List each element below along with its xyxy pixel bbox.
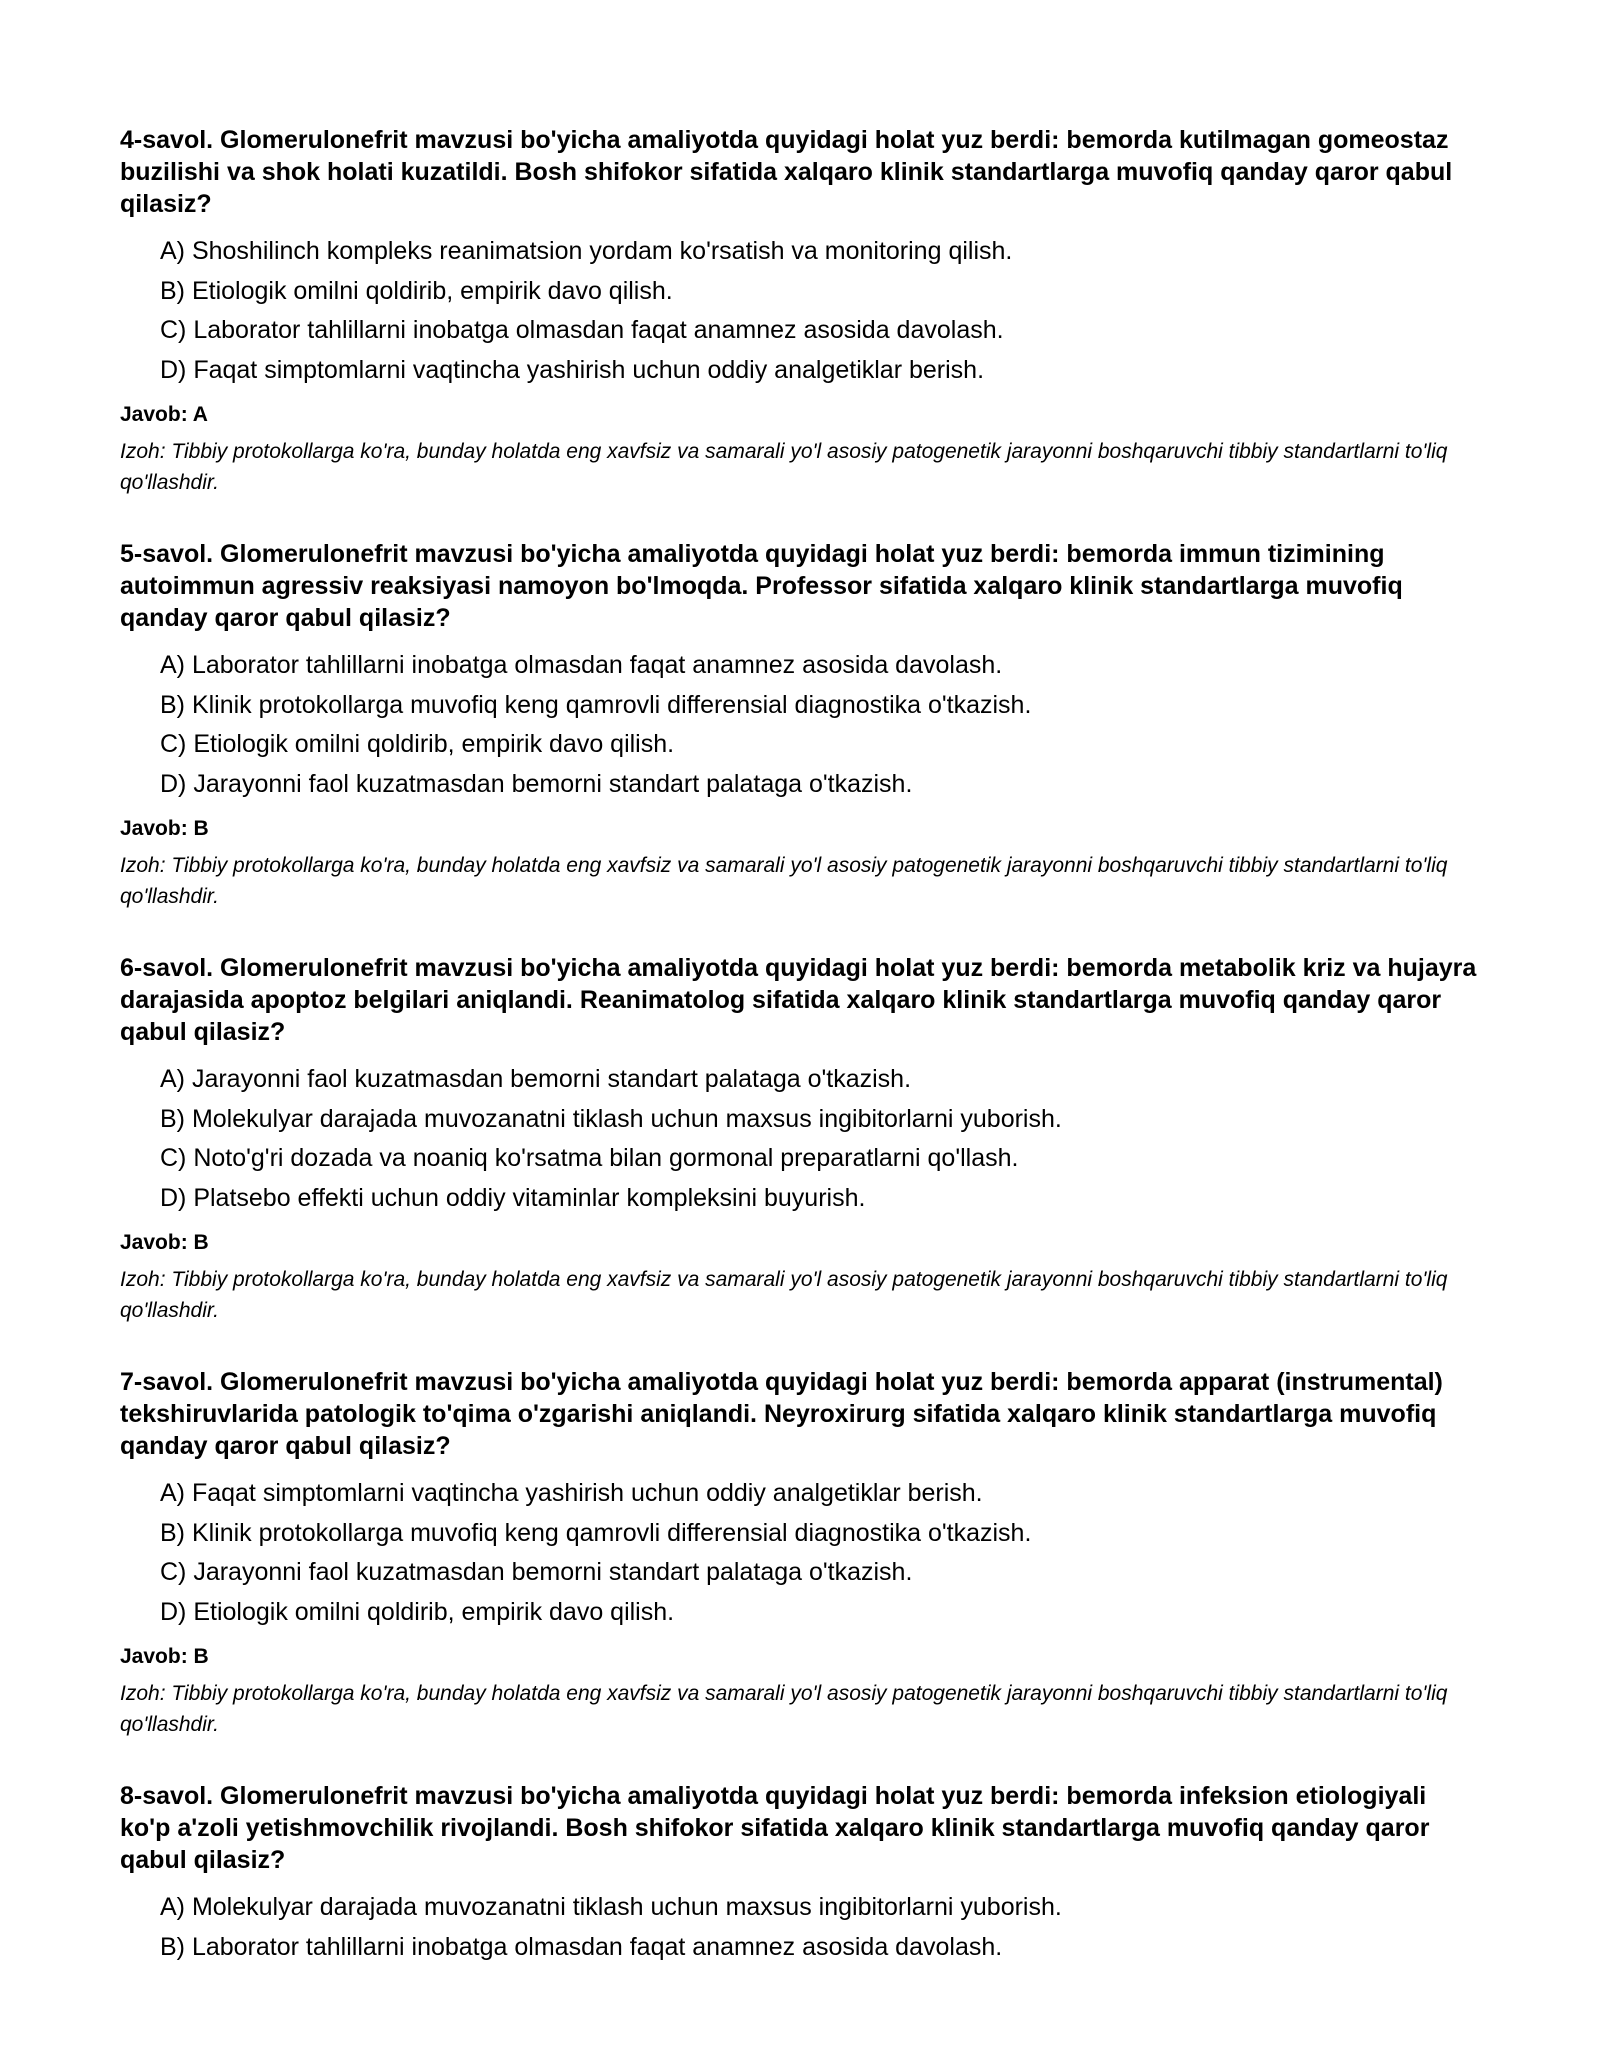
answer: Javob: A (120, 403, 208, 426)
question-4 (120, 124, 1480, 498)
explanation: Izoh: Tibbiy protokollarga ko'ra, bunday holatda eng xavfsiz va samarali yo'l asosiy patogenetik jarayonni boshqaruvchi tibbiy standartlarni to'liq qo'llashdir. (120, 1268, 1448, 1322)
options-list (120, 1060, 1480, 1218)
question-title: 4-savol. Glomerulonefrit mavzusi bo'yicha amaliyotda quyidagi holat yuz berdi: bemorda kutilmagan gomeostaz buzilishi va shok holati kuzatildi. Bosh shifokor sifatida xalqaro klinik standartlarga muvofiq qanday qaror qabul qilasiz? (120, 126, 1453, 218)
option-d: D) Jarayonni faol kuzatmasdan bemorni standart palataga o'tkazish. (160, 769, 913, 798)
document-page (120, 124, 1480, 2007)
option-d: D) Platsebo effekti uchun oddiy vitaminlar kompleksini buyurish. (160, 1183, 866, 1212)
option-c: C) Laborator tahlillarni inobatga olmasdan faqat anamnez asosida davolash. (160, 316, 1004, 344)
option-b: B) Etiologik omilni qoldirib, empirik davo qilish. (160, 276, 673, 305)
explanation: Izoh: Tibbiy protokollarga ko'ra, bunday holatda eng xavfsiz va samarali yo'l asosiy patogenetik jarayonni boshqaruvchi tibbiy standartlarni to'liq qo'llashdir. (120, 854, 1448, 908)
option-d: D) Etiologik omilni qoldirib, empirik davo qilish. (160, 1597, 675, 1626)
question-8 (120, 1780, 1480, 1967)
option-b: B) Klinik protokollarga muvofiq keng qamrovli differensial diagnostika o'tkazish. (160, 1518, 1032, 1547)
question-title: 5-savol. Glomerulonefrit mavzusi bo'yicha amaliyotda quyidagi holat yuz berdi: bemorda immun tizimining autoimmun agressiv reaksiyasi namoyon bo'lmoqda. Professor sifatida xalqaro klinik standartlarga muvofiq qanday qaror qabul qilasiz? (120, 540, 1403, 632)
options-list (120, 232, 1480, 390)
options-list (120, 1474, 1480, 1632)
answer: Javob: B (120, 817, 209, 840)
question-title: 8-savol. Glomerulonefrit mavzusi bo'yicha amaliyotda quyidagi holat yuz berdi: bemorda infeksion etiologiyali ko'p a'zoli yetishmovchilik rivojlandi. Bosh shifokor sifatida xalqaro klinik standartlarga muvofiq qanday qaror qabul qilasiz? (120, 1782, 1430, 1874)
option-a: A) Jarayonni faol kuzatmasdan bemorni standart palataga o'tkazish. (160, 1065, 912, 1093)
option-b: B) Klinik protokollarga muvofiq keng qamrovli differensial diagnostika o'tkazish. (160, 690, 1032, 719)
option-a: A) Molekulyar darajada muvozanatni tiklash uchun maxsus ingibitorlarni yuborish. (160, 1893, 1062, 1921)
options-list (120, 1888, 1480, 1967)
option-b: B) Laborator tahlillarni inobatga olmasdan faqat anamnez asosida davolash. (160, 1932, 1003, 1961)
question-6 (120, 952, 1480, 1326)
answer: Javob: B (120, 1231, 209, 1254)
options-list (120, 646, 1480, 804)
question-7 (120, 1366, 1480, 1740)
question-5 (120, 538, 1480, 912)
option-a: A) Shoshilinch kompleks reanimatsion yordam ko'rsatish va monitoring qilish. (160, 237, 1013, 265)
option-d: D) Faqat simptomlarni vaqtincha yashirish uchun oddiy analgetiklar berish. (160, 355, 985, 384)
option-a: A) Laborator tahlillarni inobatga olmasdan faqat anamnez asosida davolash. (160, 651, 1003, 679)
option-c: C) Etiologik omilni qoldirib, empirik davo qilish. (160, 730, 675, 758)
explanation: Izoh: Tibbiy protokollarga ko'ra, bunday holatda eng xavfsiz va samarali yo'l asosiy patogenetik jarayonni boshqaruvchi tibbiy standartlarni to'liq qo'llashdir. (120, 1682, 1448, 1736)
question-title: 7-savol. Glomerulonefrit mavzusi bo'yicha amaliyotda quyidagi holat yuz berdi: bemorda apparat (instrumental) tekshiruvlarida patologik to'qima o'zgarishi aniqlandi. Neyroxirurg sifatida xalqaro klinik standartlarga muvofiq qanday qaror qabul qilasiz? (120, 1368, 1443, 1460)
answer: Javob: B (120, 1645, 209, 1668)
option-a: A) Faqat simptomlarni vaqtincha yashirish uchun oddiy analgetiklar berish. (160, 1479, 983, 1507)
option-c: C) Noto'g'ri dozada va noaniq ko'rsatma bilan gormonal preparatlarni qo'llash. (160, 1144, 1019, 1172)
question-title: 6-savol. Glomerulonefrit mavzusi bo'yicha amaliyotda quyidagi holat yuz berdi: bemorda metabolik kriz va hujayra darajasida apoptoz belgilari aniqlandi. Reanimatolog sifatida xalqaro klinik standartlarga muvofiq qanday qaror qabul qilasiz? (120, 954, 1477, 1046)
explanation: Izoh: Tibbiy protokollarga ko'ra, bunday holatda eng xavfsiz va samarali yo'l asosiy patogenetik jarayonni boshqaruvchi tibbiy standartlarni to'liq qo'llashdir. (120, 440, 1448, 494)
option-c: C) Jarayonni faol kuzatmasdan bemorni standart palataga o'tkazish. (160, 1558, 913, 1586)
option-b: B) Molekulyar darajada muvozanatni tiklash uchun maxsus ingibitorlarni yuborish. (160, 1104, 1062, 1133)
